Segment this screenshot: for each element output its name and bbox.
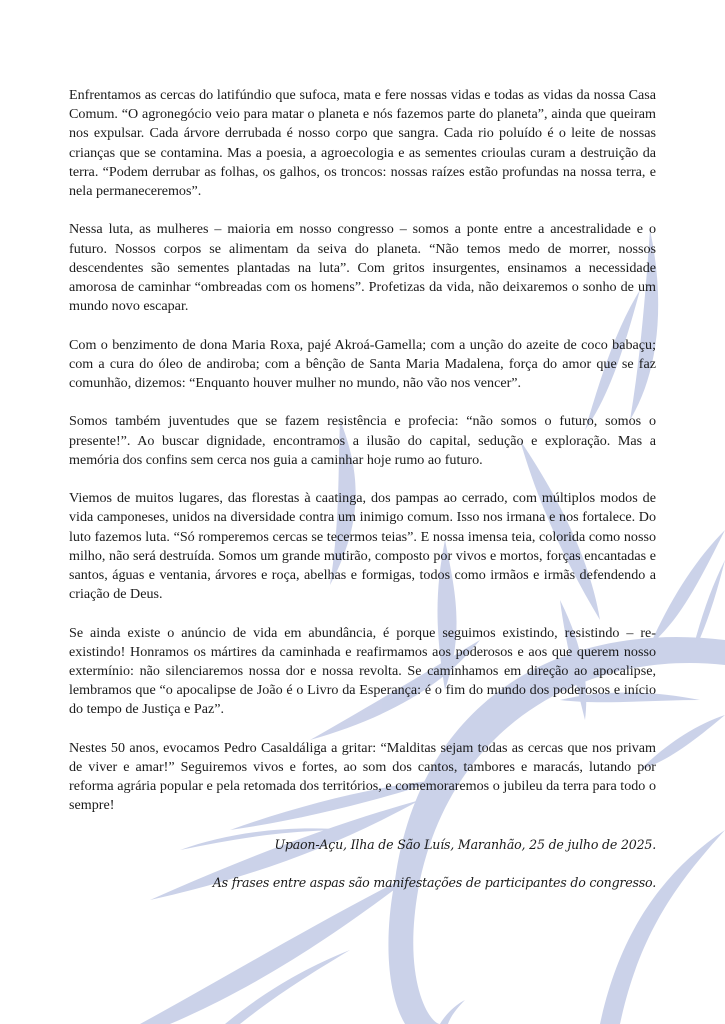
- watermark-leaf: [440, 1000, 465, 1024]
- paragraph: Com o benzimento de dona Maria Roxa, pajé Akroá-Gamella; com a unção do azeite de coco babaçu; com a cura do óleo de andiroba; com a bênção de Santa Maria Madalena, força do amor que se faz comunhão, dizemos: “Enquanto houver mulher no mundo, não vão nos vencer”.: [69, 336, 656, 392]
- quotes-note: As frases entre aspas são manifestações de participantes do congresso.: [212, 875, 656, 891]
- paragraph: Enfrentamos as cercas do latifúndio que sufoca, mata e fere nossas vidas e todas as vidas da nossa Casa Comum. “O agronegócio veio para matar o planeta e nós fazemos parte do planeta”, ainda que queiram nos expulsar. Cada árvore derrubada é nosso corpo que sangra. Cada rio poluído é o leite de nossas crianças que se contamina. Mas a poesia, a agroecologia e as sementes crioulas curam a destruição da terra. “Podem derrubar as folhas, os galhos, os troncos: nossas raízes estão profundas na nossa terra, e nela permaneceremos”.: [69, 87, 656, 200]
- paragraph: Viemos de muitos lugares, das florestas à caatinga, dos pampas ao cerrado, com múltiplos modos de vida camponeses, unidos na diversidade contra um inimigo comum. Isso nos irmana e nos fortalece. Do luto fazemos luta. “Só romperemos cercas se tecermos teias”. E nossa imensa teia, colorida como nosso milho, não será destruída. Somos um grande mutirão, composto por vivos e mortos, forças encantadas e santos, águas e ventania, árvores e roça, abelhas e formigas, todos como irmãos e irmãs defendendo a criação de Deus.: [69, 490, 656, 603]
- paragraph: Se ainda existe o anúncio de vida em abundância, é porque seguimos existindo, resistindo – re-existindo! Honramos os mártires da caminhada e reafirmamos aos poderosos e aos que querem nosso extermínio: não silenciaremos nossa dor e nossa revolta. Se caminhamos em direção ao apocalipse, lembramos que “o apocalipse de João é o Livro da Esperança: é o fim do mundo dos poderosos e início do tempo de Justiça e Paz”.: [69, 624, 656, 718]
- document-body: [69, 86, 656, 912]
- place-date: Upaon-Açu, Ilha de São Luís, Maranhão, 25 de julho de 2025.: [274, 836, 656, 852]
- paragraph: Nestes 50 anos, evocamos Pedro Casaldáliga a gritar: “Malditas sejam todas as cercas que nos privam de viver e amar!” Seguiremos vivos e fortes, ao som dos cantos, tambores e maracás, lutando por reforma agrária popular e pela retomada dos territórios, e comemoraremos o jubileu da terra para todo o sempre!: [69, 739, 656, 814]
- paragraph: Somos também juventudes que se fazem resistência e profecia: “não somos o futuro, somos o presente!”. Ao buscar dignidade, encontramos a ilusão do capital, sedução e exploração. Mas a memória dos confins sem cerca nos guia a caminhar hoje rumo ao futuro.: [69, 413, 656, 468]
- paragraph: Nessa luta, as mulheres – maioria em nosso congresso – somos a ponte entre a ancestralidade e o futuro. Nossos corpos se alimentam da seiva do planeta. “Não temos medo de morrer, nossos descendentes são sementes plantadas na luta”. Com gritos insurgentes, ensinamos a necessidade amorosa de caminhar “ombreadas com os homens”. Profetizas da vida, não deixaremos o sonho de um mundo novo escapar.: [69, 221, 656, 315]
